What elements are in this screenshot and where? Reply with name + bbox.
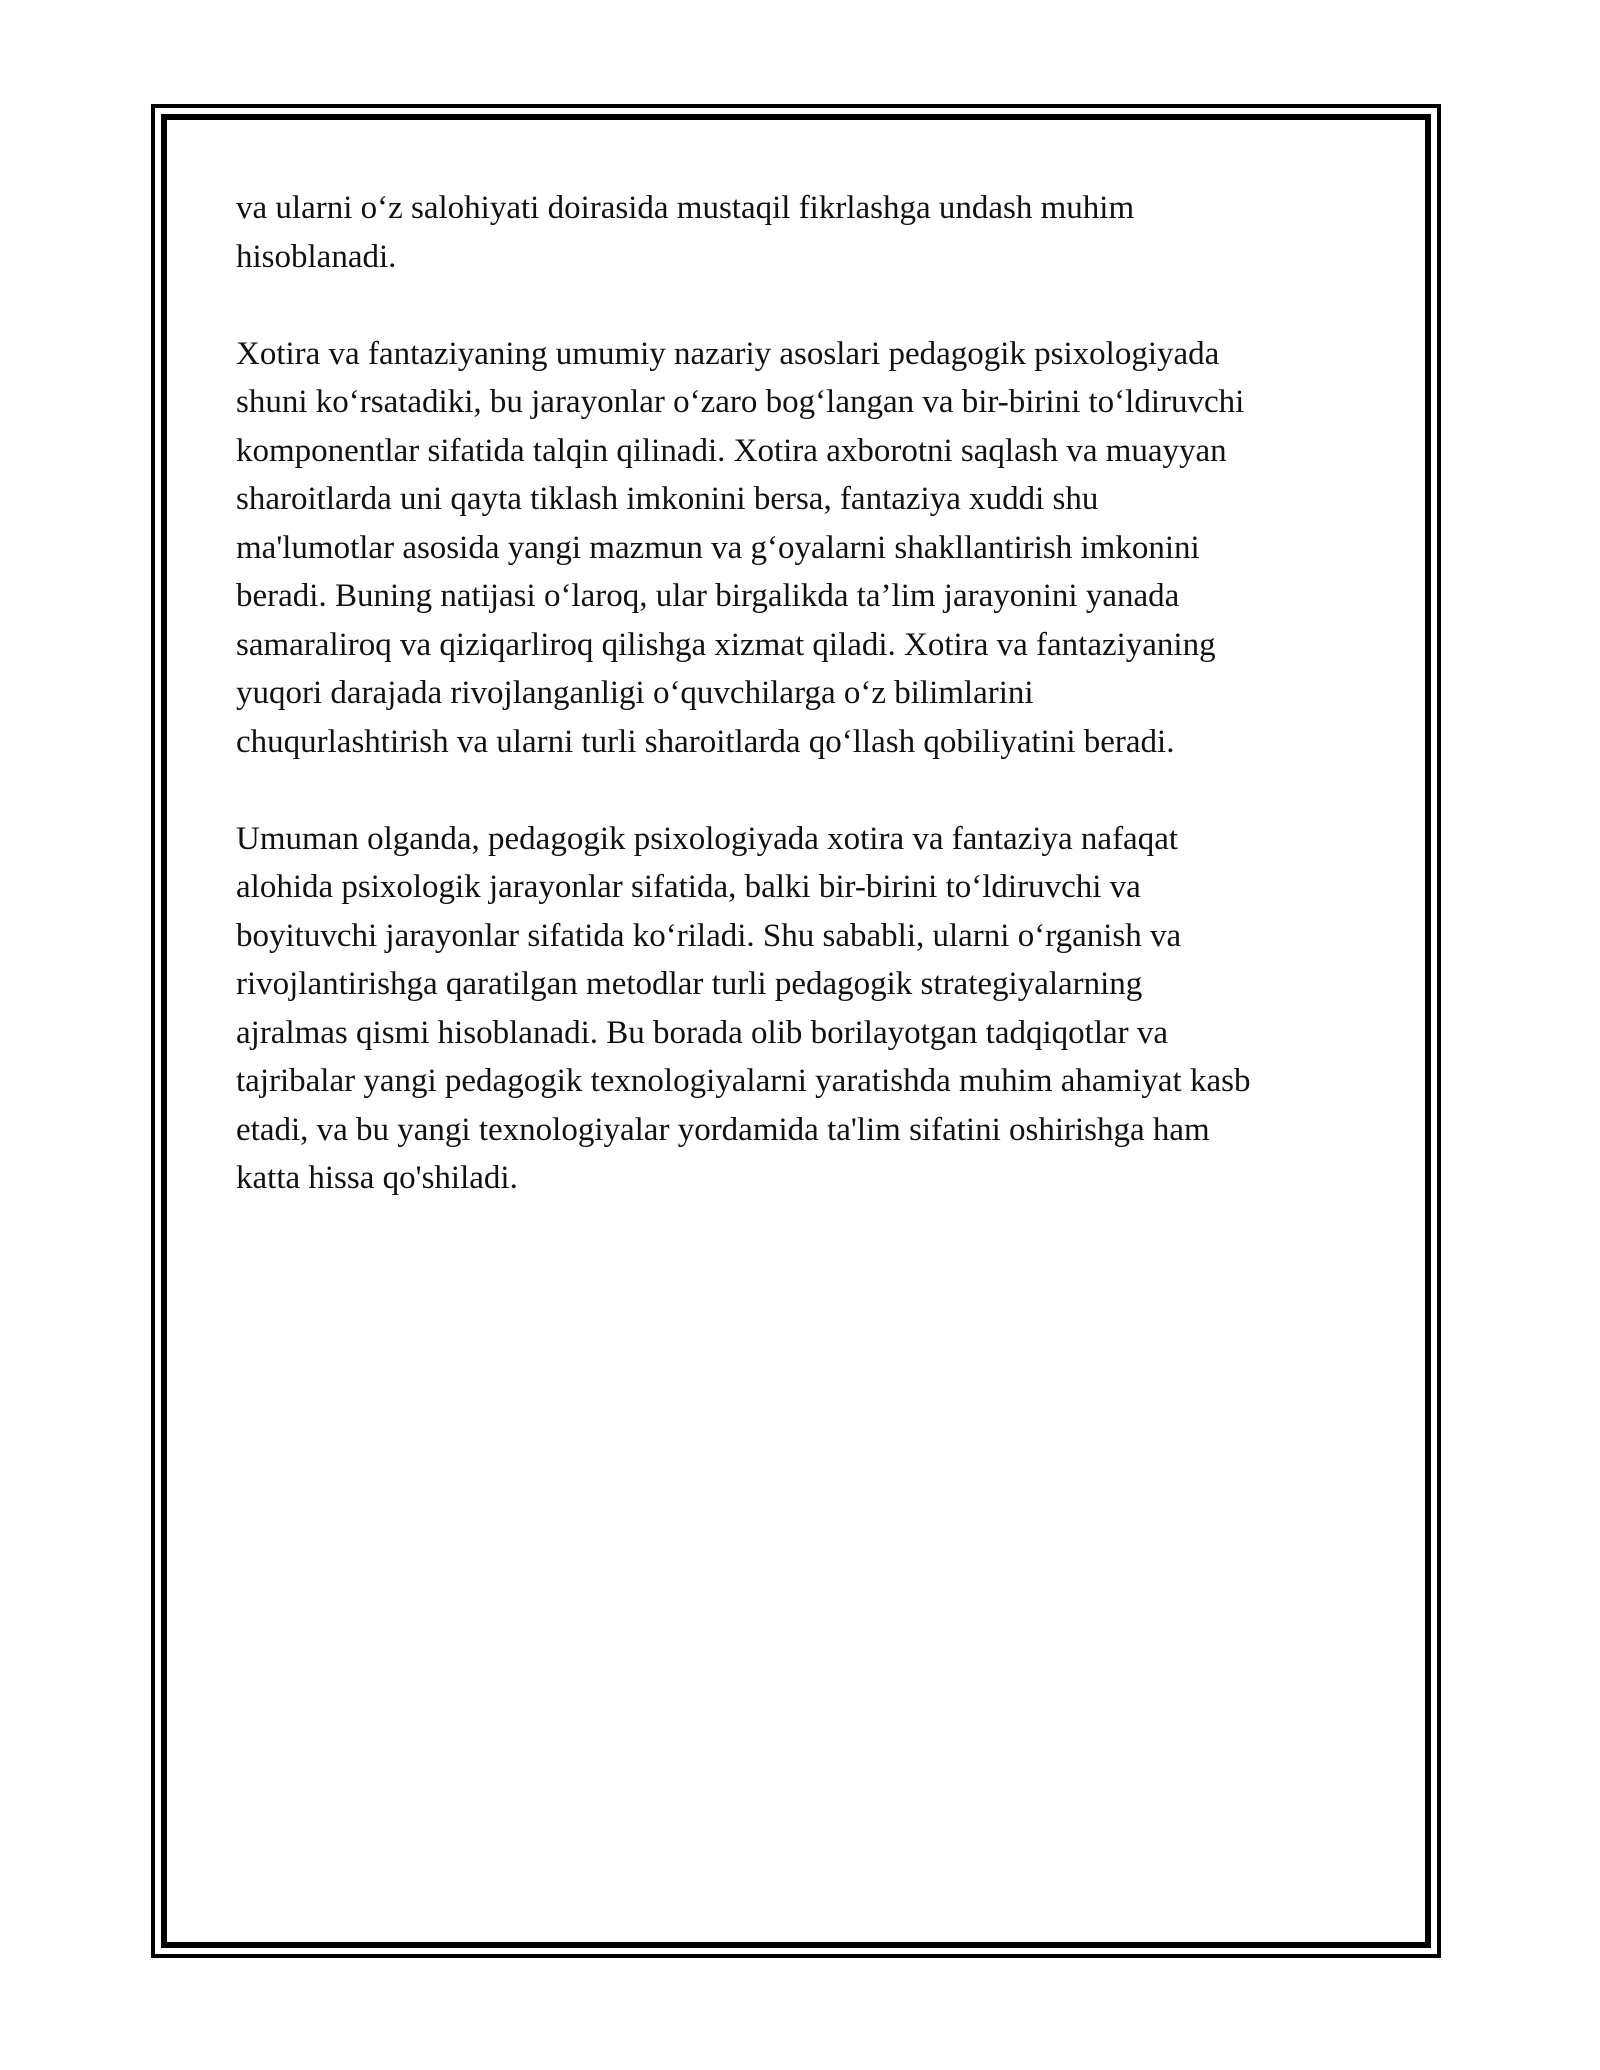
paragraph-3: Umuman olganda, pedagogik psixologiyada xotira va fantaziya nafaqat alohida psixologik jarayonlar sifatida, balki bir-birini to‘ldiruvchi va boyituvchi jarayonlar sifatida ko‘riladi. Shu sababli, ularni o‘rganish va rivojlantirishga qaratilgan metodlar turli pedagogik strategiyalarning ajralmas qismi hisoblanadi. Bu borada olib borilayotgan tadqiqotlar va tajribalar yangi pedagogik texnologiyalarni yaratishda muhim ahamiyat kasb etadi, va bu yangi texnologiyalar yordamida ta'lim sifatini oshirishga ham katta hissa qo'shiladi. [236,820,1251,1196]
document-body [236,184,1376,1251]
paragraph-2: Xotira va fantaziyaning umumiy nazariy asoslari pedagogik psixologiyada shuni ko‘rsatadiki, bu jarayonlar o‘zaro bog‘langan va bir-birini to‘ldiruvchi komponentlar sifatida talqin qilinadi. Xotira axborotni saqlash va muayyan sharoitlarda uni qayta tiklash imkonini bersa, fantaziya xuddi shu ma'lumotlar asosida yangi mazmun va g‘oyalarni shakllantirish imkonini beradi. Buning natijasi o‘laroq, ular birgalikda ta’lim jarayonini yanada samaraliroq va qiziqarliroq qilishga xizmat qiladi. Xotira va fantaziyaning yuqori darajada rivojlanganligi o‘quvchilarga o‘z bilimlarini chuqurlashtirish va ularni turli sharoitlarda qo‘llash qobiliyatini beradi. [236,335,1245,760]
paragraph-1: va ularni o‘z salohiyati doirasida mustaqil fikrlashga undash muhim hisoblanadi. [236,190,1135,275]
